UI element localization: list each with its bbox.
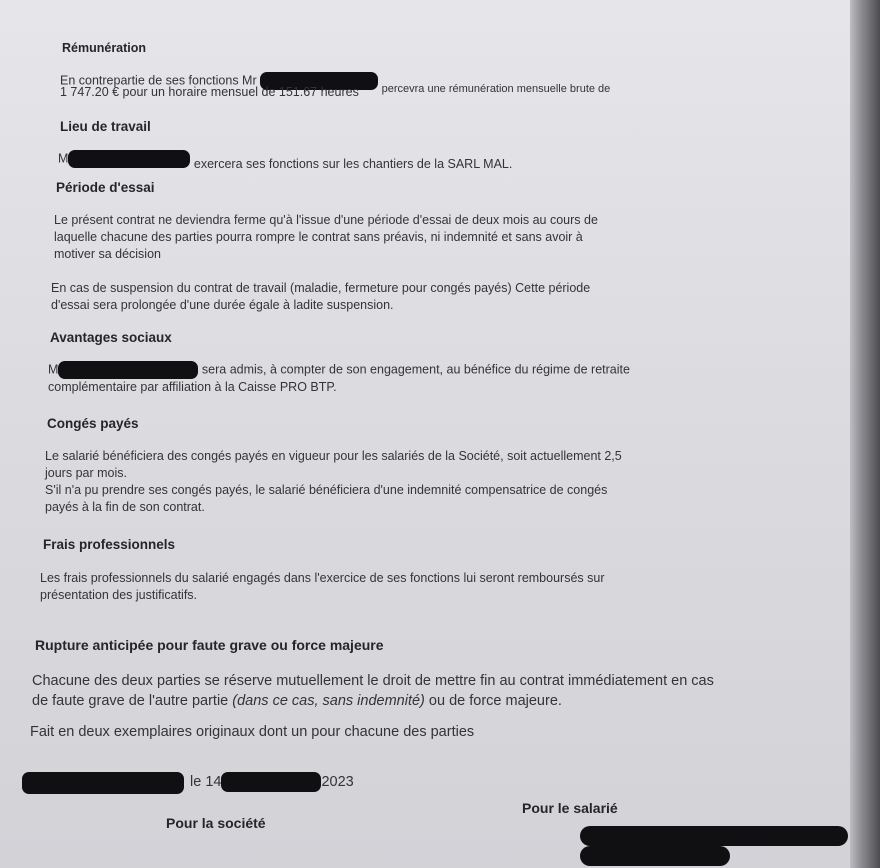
- avantages-prefix: M: [48, 362, 59, 377]
- frais-text: [40, 570, 605, 604]
- redacted-name: [68, 150, 190, 168]
- essai-p1-line-1: Le présent contrat ne deviendra ferme qu'à l'issue d'une période d'essai de deux mois au cours de: [54, 213, 598, 227]
- redacted-signature-line-2: [580, 846, 730, 866]
- conges-text: [45, 448, 622, 516]
- lieu-line: exercera ses fonctions sur les chantiers de la SARL MAL.: [193, 157, 513, 172]
- rupture-line-1: Chacune des deux parties se réserve mutuellement le droit de mettre fin au contrat immédiatement en cas: [32, 673, 714, 689]
- signature-label-employee: Pour le salarié: [522, 800, 618, 816]
- remuneration-line1-start: En contrepartie de ses fonctions Mr: [60, 73, 257, 88]
- closing-text: Fait en deux exemplaires originaux dont un pour chacune des parties: [30, 724, 475, 740]
- rupture-line-2-italic: (dans ce cas, sans indemnité): [232, 693, 425, 709]
- date-year: 2023: [321, 774, 354, 790]
- redacted-location: [22, 772, 184, 794]
- conges-line-1: Le salarié bénéficiera des congés payés en vigueur pour les salariés de la Société, soit actuellement 2,5: [45, 449, 622, 463]
- section-title-frais: Frais professionnels: [43, 537, 176, 552]
- remuneration-line2: 1 747.20 € pour un horaire mensuel de 151.67 heures: [60, 85, 359, 100]
- redacted-signature-line-1: [580, 826, 848, 846]
- avantages-line-2: complémentaire par affiliation à la Caisse PRO BTP.: [48, 380, 337, 394]
- essai-p2-line-2: d'essai sera prolongée d'une durée égale à ladite suspension.: [51, 298, 394, 312]
- essai-p1-line-2: laquelle chacune des parties pourra rompre le contrat sans préavis, ni indemnité et sans avoir à: [54, 230, 583, 244]
- lieu-prefix: M: [58, 151, 69, 166]
- avantages-line-1: sera admis, à compter de son engagement, au bénéfice du régime de retraite: [201, 362, 630, 377]
- lieu-text: [58, 150, 513, 172]
- essai-p2-line-1: En cas de suspension du contrat de travail (maladie, fermeture pour congés payés) Cette période: [51, 281, 591, 295]
- section-title-conges: Congés payés: [47, 416, 139, 431]
- conges-line-3: S'il n'a pu prendre ses congés payés, le salarié bénéficiera d'une indemnité compensatrice de congés: [45, 483, 608, 497]
- frais-line-1: Les frais professionnels du salarié engagés dans l'exercice de ses fonctions lui seront remboursés sur: [40, 571, 605, 585]
- remuneration-line1-end: percevra une rémunération mensuelle brute de: [381, 83, 611, 96]
- redacted-block: [22, 772, 184, 794]
- section-title-essai: Période d'essai: [56, 180, 155, 195]
- conges-line-4: payés à la fin de son contrat.: [45, 500, 205, 514]
- avantages-text: [48, 361, 630, 396]
- signature-label-company: Pour la société: [166, 815, 266, 831]
- redacted-name: [58, 361, 198, 379]
- rupture-line-2-start: de faute grave de l'autre partie: [32, 693, 233, 709]
- redacted-date: [221, 772, 321, 792]
- section-title-remuneration: Rémunération: [62, 41, 147, 55]
- date-line: [190, 772, 354, 792]
- date-prefix: le 14: [190, 774, 222, 790]
- background-edge: [850, 0, 880, 868]
- essai-paragraph-1: [54, 212, 598, 263]
- section-title-rupture: Rupture anticipée pour faute grave ou force majeure: [35, 637, 384, 653]
- rupture-line-2-end: ou de force majeure.: [424, 693, 562, 709]
- redacted-signature: [580, 826, 848, 866]
- essai-p1-line-3: motiver sa décision: [54, 247, 161, 261]
- section-title-lieu: Lieu de travail: [60, 119, 151, 134]
- essai-paragraph-2: [51, 280, 590, 314]
- rupture-text: [32, 671, 714, 711]
- frais-line-2: présentation des justificatifs.: [40, 588, 198, 602]
- remuneration-text: [60, 72, 610, 101]
- section-title-avantages: Avantages sociaux: [50, 330, 172, 345]
- conges-line-2: jours par mois.: [45, 466, 127, 480]
